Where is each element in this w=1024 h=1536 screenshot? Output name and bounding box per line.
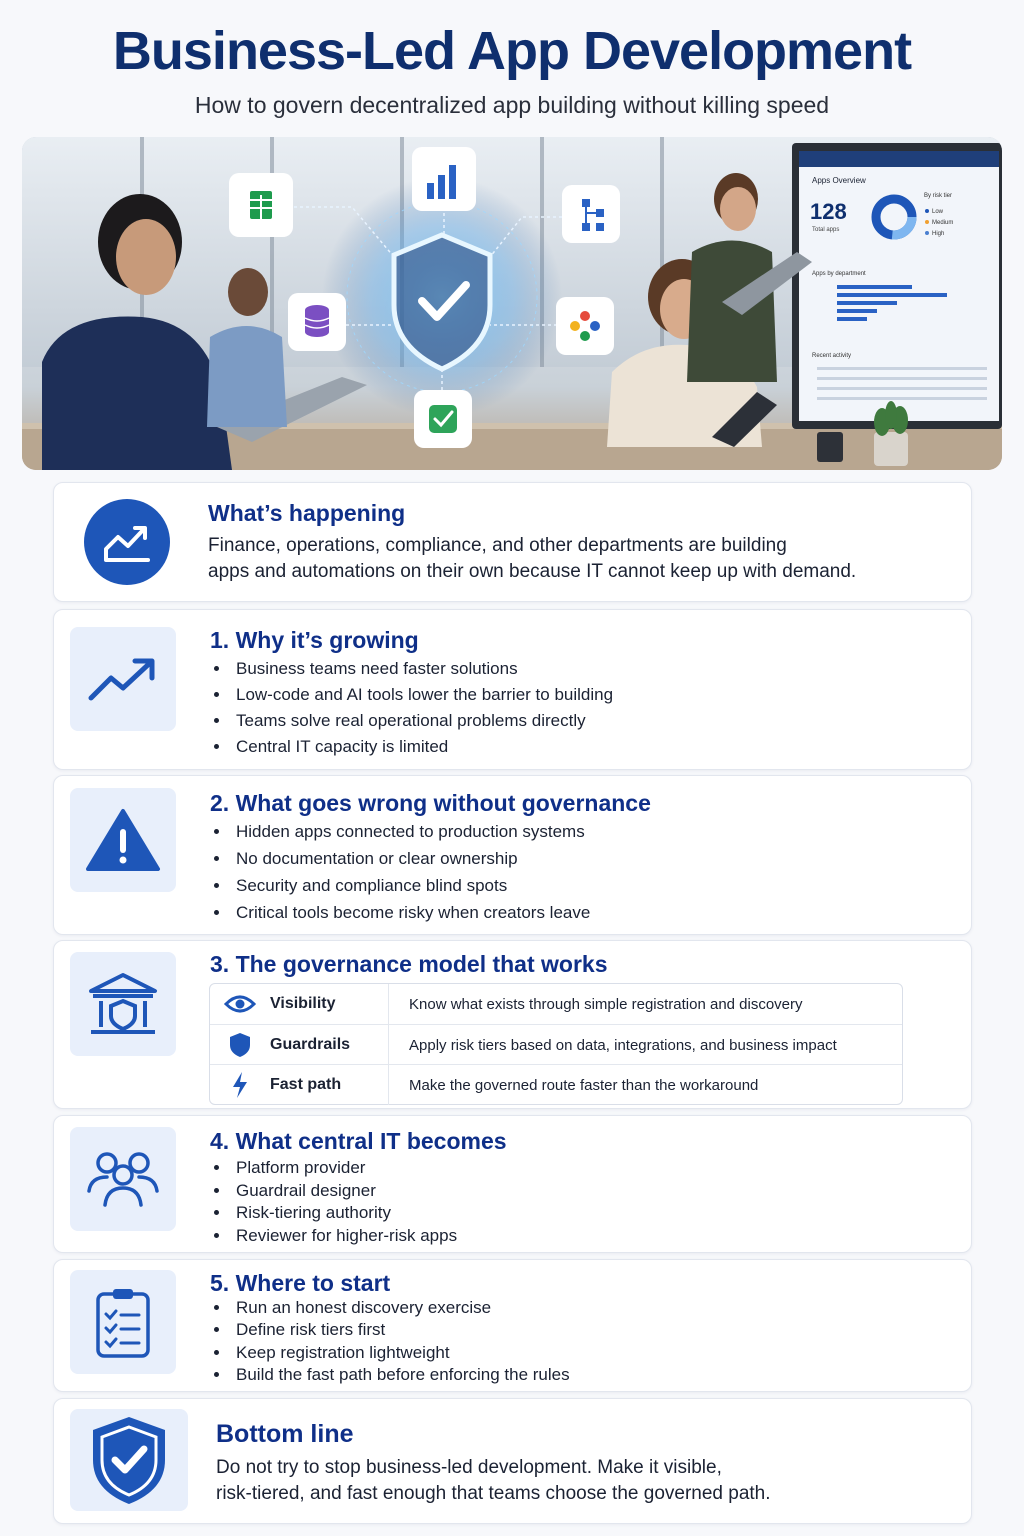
section-3-title: 3. The governance model that works — [210, 951, 608, 977]
dashboard-total-label: Total apps — [812, 227, 840, 233]
bottom-body-line1: Do not try to stop business-led development. Make it visible, — [216, 1457, 722, 1478]
list-item: Run an honest discovery exercise — [210, 1297, 570, 1319]
dashboard-activity-title: Recent activity — [812, 353, 852, 359]
users-icon — [70, 1127, 176, 1231]
risk-low: Low — [932, 209, 944, 215]
section-4-list — [210, 1157, 457, 1247]
institution-icon — [70, 952, 176, 1056]
database-icon — [288, 293, 346, 351]
row-desc: Know what exists through simple registration and discovery — [409, 995, 803, 1013]
dashboard-screen — [792, 143, 1002, 429]
shield-check-icon — [70, 1409, 188, 1511]
section-5-title: 5. Where to start — [210, 1270, 391, 1296]
page-subtitle: How to govern decentralized app building without killing speed — [194, 92, 830, 118]
eye-icon — [210, 994, 270, 1014]
warning-icon — [70, 788, 176, 892]
section-1-title: 1. Why it’s growing — [210, 627, 419, 653]
list-item: No documentation or clear ownership — [210, 845, 590, 872]
hero-image — [22, 137, 1002, 470]
dashboard-total-value: 128 — [810, 199, 847, 224]
happening-title: What’s happening — [208, 500, 406, 526]
page-title: Business-Led App Development — [112, 21, 912, 81]
card-whats-happening — [53, 482, 972, 602]
bar-chart-icon — [412, 147, 476, 211]
card-governance-model — [53, 940, 972, 1109]
list-item: Platform provider — [210, 1157, 457, 1180]
list-item: Business teams need faster solutions — [210, 656, 613, 682]
row-name: Visibility — [270, 984, 389, 1024]
dashboard-dept-title: Apps by department — [812, 271, 866, 277]
row-name: Guardrails — [270, 1025, 389, 1065]
list-item: Central IT capacity is limited — [210, 734, 613, 760]
card-what-goes-wrong — [53, 775, 972, 935]
shield-icon — [210, 1032, 270, 1058]
trend-up-icon — [84, 499, 170, 585]
list-item: Teams solve real operational problems directly — [210, 708, 613, 734]
row-name: Fast path — [270, 1065, 389, 1105]
list-item: Security and compliance blind spots — [210, 872, 590, 899]
row-desc: Make the governed route faster than the workaround — [409, 1076, 759, 1094]
governance-table — [209, 983, 903, 1105]
checklist-icon — [70, 1270, 176, 1374]
integration-icon — [556, 297, 614, 355]
happening-body-line2: apps and automations on their own because IT cannot keep up with demand. — [208, 561, 857, 582]
table-row — [210, 1064, 902, 1105]
dashboard-risk-title: By risk tier — [924, 193, 953, 199]
dashboard-panel-title: Apps Overview — [812, 176, 866, 185]
list-item: Build the fast path before enforcing the rules — [210, 1364, 570, 1386]
happening-body-line1: Finance, operations, compliance, and other departments are building — [208, 535, 787, 556]
list-item: Critical tools become risky when creators leave — [210, 899, 590, 926]
bottom-title: Bottom line — [216, 1420, 354, 1448]
list-item: Reviewer for higher-risk apps — [210, 1225, 457, 1248]
lightning-icon — [210, 1071, 270, 1099]
risk-high: High — [932, 231, 945, 237]
table-row — [210, 1024, 902, 1065]
list-item: Keep registration lightweight — [210, 1342, 570, 1364]
card-why-growing — [53, 609, 972, 770]
task-check-icon — [414, 390, 472, 448]
row-desc: Apply risk tiers based on data, integrations, and business impact — [409, 1036, 837, 1054]
section-2-title: 2. What goes wrong without governance — [210, 790, 651, 816]
list-item: Guardrail designer — [210, 1180, 457, 1203]
card-central-it — [53, 1115, 972, 1253]
table-row — [210, 984, 902, 1024]
list-item: Define risk tiers first — [210, 1319, 570, 1341]
sheets-icon — [229, 173, 293, 237]
card-where-to-start — [53, 1259, 972, 1392]
bottom-body-line2: risk-tiered, and fast enough that teams choose the governed path. — [216, 1483, 771, 1504]
list-item: Low-code and AI tools lower the barrier to building — [210, 682, 613, 708]
section-2-list — [210, 818, 590, 926]
list-item: Risk-tiering authority — [210, 1202, 457, 1225]
section-4-title: 4. What central IT becomes — [210, 1128, 507, 1154]
workflow-icon — [562, 185, 620, 243]
risk-medium: Medium — [932, 220, 954, 226]
section-1-list — [210, 656, 613, 760]
card-bottom-line — [53, 1398, 972, 1524]
list-item: Hidden apps connected to production systems — [210, 818, 590, 845]
section-5-list — [210, 1297, 570, 1386]
growth-arrow-icon — [70, 627, 176, 731]
